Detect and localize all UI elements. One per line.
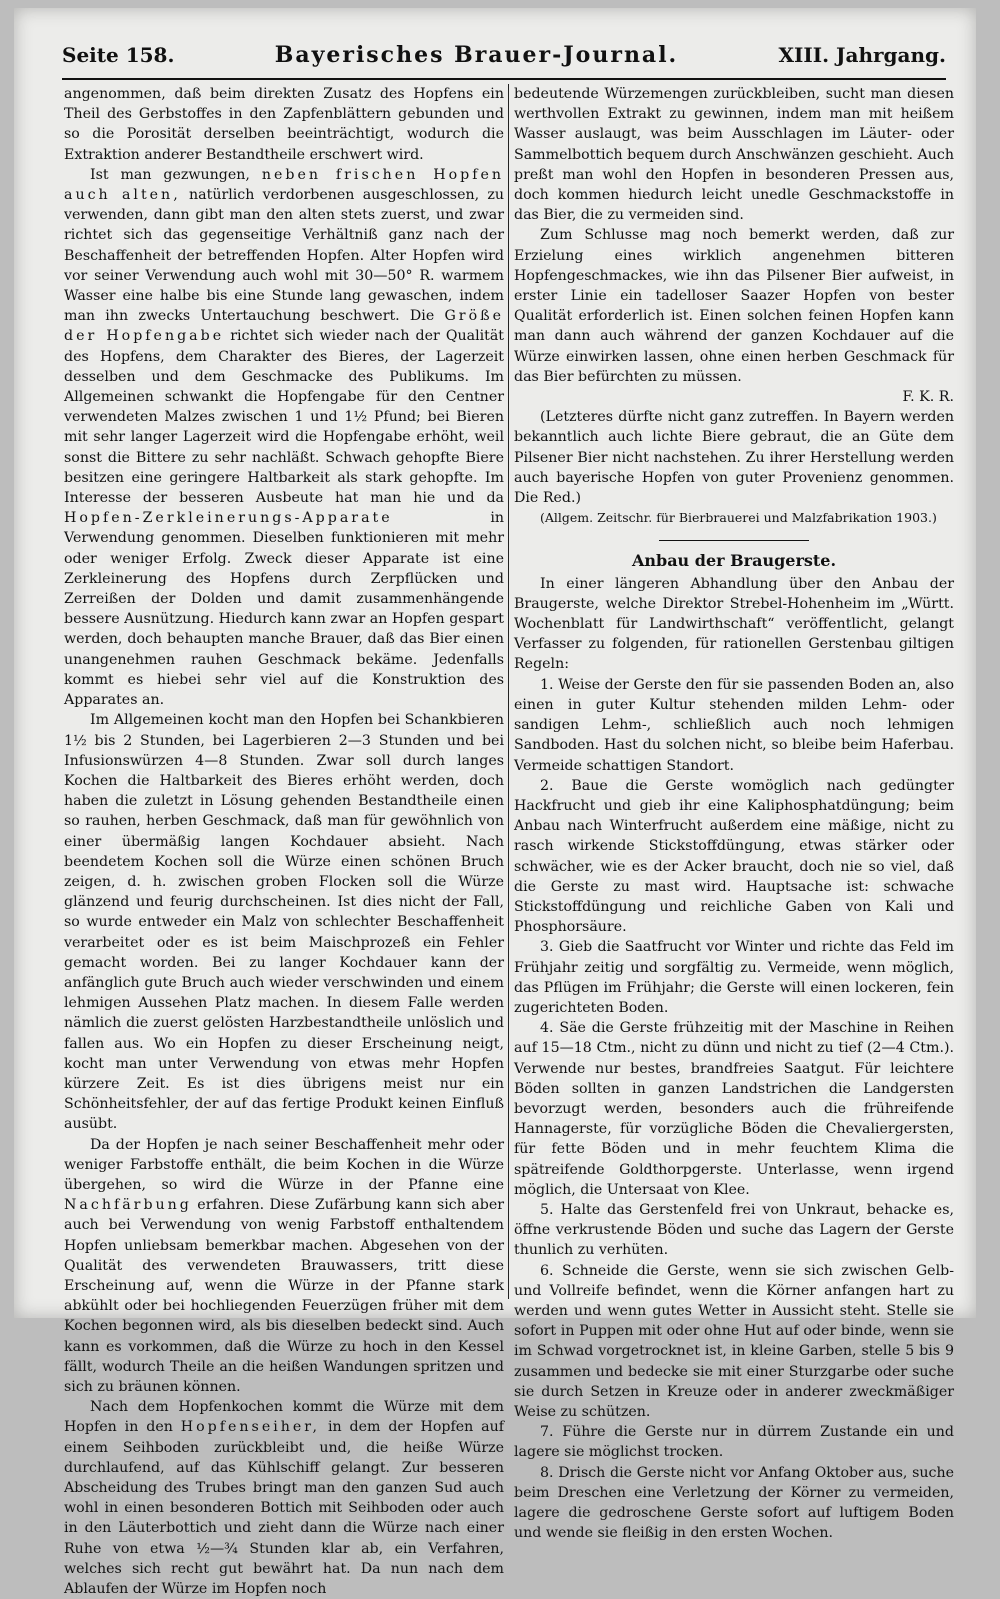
section-title: Anbau der Braugerste. [631,551,837,571]
text-run: Ist man gezwungen, [90,166,250,183]
text-run: Nach dem Hopfenkochen kommt die Würze mit dem Hopfen in den [64,1399,504,1436]
rule-item: 4. Säe die Gerste frühzeitig mit der Maschine in Reihen auf 15—18 Ctm., nicht zu dünn und nicht zu tief (2—4 Ctm.). Verwende nur bestes, brandfreies Saatgut. Für leichtere Böden sollten in ganzen Landstrichen die Landgersten bevorzugt werden, besonders auch die frühreifende Hannagerste, für vorzügliche Böden die Chevaliergersten, für fette Böden und in mehr feuchtem Klima die spätreifende Goldthorpgerste. Unterlasse, wenn irgend möglich, die Untersaat von Klee. [514,1020,954,1198]
author-signature: F. K. R. [902,389,954,406]
text-run: richtet sich wieder nach der Qualität des Hopfens, dem Charakter des Bieres, der Lagerzeit desselben und dem Geschmacke des Publikums. Im Allgemeinen schwankt die Hopfengabe für den Centner verwendeten Malzes zwischen 1 und 1½ Pfund; bei Bieren mit sehr langer Lagerzeit wird die Hopfengabe erhöht, weil sonst die Bittere zu sehr nachläßt. Schwach gehopfte Biere besitzen eine geringere Haltbarkeit als stark gehopfte. Im Interesse der besseren Ausbeute hat man hie und da [64,328,505,507]
source-citation: (Allgem. Zeitschr. für Bierbrauerei und Malzfabrikation 1903.) [540,510,937,526]
paragraph: In einer längeren Abhandlung über den Anbau der Braugerste, welche Direktor Strebel-Hohenheim im „Württ. Wochenblatt für Landwirthschaft“ veröffentlicht, gelangt Verfasser zu folgenden, für rationellen Gerstenbau giltigen Regeln: [514,575,954,673]
spaced-text: Größe der Hopfengabe [64,308,504,345]
spaced-text: Nachfärbung [64,1197,192,1214]
section-rule [659,540,809,541]
text-run: in Verwendung genommen. Dieselben funktionieren mit mehr oder weniger Erfolg. Zweck dieser Apparate ist eine Zerkleinerung des Hopfens durch Zerpflücken und Zerreißen der Dolden und damit zusammenhängende bessere Ausnützung. Hiedurch kann zwar an Hopfen gespart werden, doch behaupten manche Brauer, daß das Bier einen unangenehmen rauhen Geschmack bekäme. Jedenfalls kommt es hiebei sehr viel auf die Konstruktion des Apparates an. [64,510,504,709]
spaced-text: neben frischen Hopfen auch alten, [64,166,505,204]
paragraph: bedeutende Würzemengen zurückbleiben, sucht man diesen werthvollen Extrakt zu gewinnen, indem man mit heißem Wasser auslaugt, was beim Ausschlagen im Läuter- oder Sammelbottich bequem durch Anschwänzen geschieht. Auch preßt man wohl den Hopfen in besonderen Pressen aus, doch kommen hiedurch leicht unedle Geschmackstoffe in das Bier, die zu vermeiden sind. [514,86,954,224]
paragraph: Zum Schlusse mag noch bemerkt werden, daß zur Erzielung eines wirklich angenehmen bitteren Hopfengeschmackes, wie ihn das Pilsener Bier aufweist, in erster Linie ein tadelloser Saazer Hopfen von bester Qualität erforderlich ist. Einen solchen feinen Hopfen kann man dann auch während der ganzen Kochdauer auf die Würze einwirken lassen, ohne einen herben Geschmack für das Bier befürchten zu müssen. [514,227,954,385]
spaced-text: Hopfen-Zerkleinerungs-Apparate [64,510,393,527]
right-column [514,84,954,1542]
paragraph: angenommen, daß beim direkten Zusatz des Hopfens ein Theil des Gerbstoffes in den Zapfenblättern gebunden und so die Porosität derselben beeinträchtigt, wodurch die Extraktion anderer Bestandtheile erschwert wird. [64,86,504,163]
rule-item: 3. Gieb die Saatfrucht vor Winter und richte das Feld im Frühjahr zeitig und sorgfältig zu. Vermeide, wenn möglich, das Pflügen im Frühjahr; die Gerste will einen lockeren, fein zugerichteten Boden. [514,939,954,1016]
rule-item: 1. Weise der Gerste den für sie passenden Boden an, also einen in guter Kultur stehenden milden Lehm- oder sandigen Lehm-, schließlich auch noch lehmigen Sandboden. Hast du solchen nicht, so bleibe beim Haferbau. Vermeide schattigen Standort. [514,676,954,774]
newspaper-page [14,8,976,1598]
rule-item: 8. Drisch die Gerste nicht vor Anfang Oktober aus, suche beim Dreschen eine Verletzung der Körner zu vermeiden, lagere die gedroschene Gerste sofort auf luftigem Boden und wende sie fleißig in den ersten Wochen. [514,1464,954,1542]
paragraph [64,1397,504,1599]
rule-item: 7. Führe die Gerste nur in dürrem Zustande ein und lagere sie möglichst trocken. [514,1424,954,1461]
text-run: natürlich verdorbenen ausgeschlossen, zu verwenden, dann gibt man den alten stets zuerst, und zwar richtet sich das gegenseitige Verhältniß ganz nach der Beschaffenheit der betreffenden Hopfen. Alter Hopfen wird vor seiner Verwendung auch wohl mit 30—50° R. warmem Wasser eine halbe bis eine Stunde lang gewaschen, indem man ihn zwecks Untertauchung beschwert. Die [64,187,505,325]
page-number: Seite 158. [62,43,175,67]
paragraph [64,165,504,710]
text-run: erfahren. Diese Zufärbung kann sich aber auch bei Verwendung von wenig Farbstoff enthaltendem Hopfen unliebsam bemerkbar machen. Abgesehen von der Qualität des verwendeten Brauwassers, tritt diese Erscheinung auf, wenn die Würze in der Pfanne stark abkühlt oder bei hochliegenden Feuerzügen früher mit dem Kochen begonnen wird, als bis dieselben bedeckt sind. Auch kann es vorkommen, daß die Würze zu hoch in den Kessel fällt, wodurch Theile an die heißen Wandungen spritzen und sich zu bräunen können. [64,1197,504,1395]
column-divider [508,84,509,1299]
spaced-text: Hopfenseiher, [180,1419,321,1436]
page-header [62,42,946,72]
left-column [64,84,505,1598]
rule-item: 2. Baue die Gerste womöglich nach gedüngter Hackfrucht und gieb ihr eine Kaliphosphatdüngung; beim Anbau nach Winterfrucht außerdem eine mäßige, nicht zu rasch wirkende Stickstoffdüngung, etwas stärker oder schwächer, wie es der Acker braucht, doch nie so viel, daß die Gerste zu mast wird. Hauptsache ist: schwache Stickstoffdüngung und reichliche Gaben von Kali und Phosphorsäure. [514,777,954,936]
paragraph [64,1135,504,1398]
text-run: Da der Hopfen je nach seiner Beschaffenheit mehr oder weniger Farbstoffe enthält, die beim Kochen in die Würze übergehen, so wird die Würze in der Pfanne eine [64,1136,504,1193]
rule-item: 5. Halte das Gerstenfeld frei von Unkraut, behacke es, öffne verkrustende Böden und suche das Lagern der Gerste thunlich zu verhüten. [514,1201,954,1259]
rule-item: 6. Schneide die Gerste, wenn sie sich zwischen Gelb- und Vollreife befindet, wenn die Körner anfangen hart zu werden und wenn gutes Wetter in Aussicht steht. Stelle sie sofort in Puppen mit oder ohne Hut auf oder binde, wenn sie im Schwad vorgetrocknet ist, in kleine Garben, stelle 5 bis 9 zusammen und bedecke sie mit einer Sturzgarbe oder suche sie durch Setzen in Kreuze oder in anderer zweckmäßiger Weise zu schützen. [514,1262,954,1420]
journal-title: Bayerisches Brauer-Journal. [274,42,679,68]
editor-note: (Letzteres dürfte nicht ganz zutreffen. In Bayern werden bekanntlich auch lichte Biere gebraut, die an Güte dem Pilsener Bier nicht nachstehen. Zu ihrer Herstellung werden auch bayerische Hopfen von guter Provenienz genommen. Die Red.) [514,409,954,507]
volume-year: XIII. Jahrgang. [778,43,946,67]
paragraph: Im Allgemeinen kocht man den Hopfen bei Schankbieren 1½ bis 2 Stunden, bei Lagerbieren 2—3 Stunden und bei Infusionswürzen 4—8 Stunden. Zwar soll durch langes Kochen die Haltbarkeit des Bieres erhöht werden, doch haben die zuletzt in Lösung gehenden Bestandtheile einen so rauhen, herben Geschmack, daß man für gewöhnlich von einer übermäßig langen Kochdauer absieht. Nach beendetem Kochen soll die Würze einen schönen Bruch zeigen, d. h. zwischen groben Flocken soll die Würze glänzend und feurig durchscheinen. Ist dies nicht der Fall, so wurde entweder ein Malz von schlechter Beschaffenheit verarbeitet oder es ist beim Maischprozeß ein Fehler gemacht worden. Bei zu langer Kochdauer kann der anfänglich gute Bruch auch wieder verschwinden und einem lehmigen Aussehen Platz machen. In diesem Falle werden nämlich die zuerst gelösten Harzbestandtheile unlöslich und fallen aus. Wo ein Hopfen zu dieser Erscheinung neigt, kocht man unter Verwendung von etwas mehr Hopfen kürzere Zeit. Es ist dies übrigens meist nur ein Schönheitsfehler, der auf das fertige Produkt keinen Einfluß ausübt. [64,712,504,1133]
header-rule [62,78,946,80]
text-run: in dem der Hopfen auf einem Seihboden zurückbleibt und, die heiße Würze durchlaufend, auf das Kühlschiff gelangt. Zur besseren Abscheidung des Trubes bringt man den ganzen Sud auch wohl in einen besonderen Bottich mit Seihboden oder auch in den Läuterbottich und zieht dann die Würze nach einer Ruhe von etwa ½—¾ Stunden klar ab, ein Verfahren, welches sich recht gut bewährt hat. Da nun nach dem Ablaufen der Würze im Hopfen noch [64,1419,505,1598]
